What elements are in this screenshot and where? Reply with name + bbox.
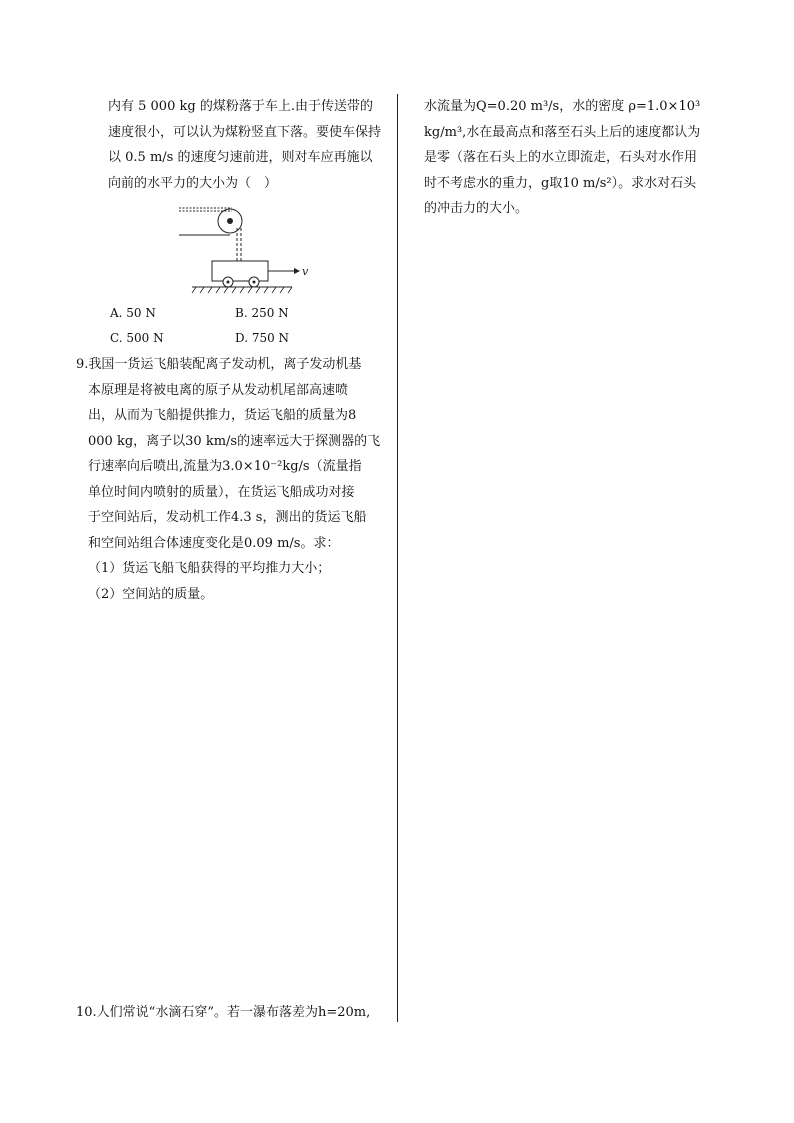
option-d: D. 750 N [235,331,290,345]
q9-sub-1: （1）货运飞船飞船获得的平均推力大小； [88,561,331,576]
q9-line-8: 和空间站组合体速度变化是0.09 m/s。求： [88,535,340,551]
column-divider [397,94,398,1022]
option-a: A. 50 N [110,306,156,320]
q10-line-5: 时不考虑水的重力，g取10 m/s²）。求水对石头 [424,175,697,191]
q10-line-6: 的冲击力的大小。 [424,201,529,216]
q8-options [72,302,390,352]
option-b: B. 250 N [235,306,289,320]
q8-line-1: 内有 5 000 kg 的煤粉落于车上.由于传送带的 [108,99,373,114]
right-column [424,94,724,222]
conveyor-cart-figure [72,198,390,298]
q8-line-3: 以 0.5 m/s 的速度匀速前进，则对车应再施以 [108,150,373,165]
q9-line-2: 本原理是将被电离的原子从发动机尾部高速喷 [88,382,349,398]
q10-line-3: kg/m³,水在最高点和落至石头上后的速度都认为 [424,124,701,140]
q9-line-1: 9.我国一货运飞船装配离子发动机，离子发动机基 [76,357,362,372]
conveyor-cart-diagram [72,198,390,298]
q9-line-6: 单位时间内喷射的质量），在货运飞船成功对接 [88,484,355,500]
q9-line-5: 行速率向后喷出,流量为3.0×10⁻²kg/s（流量指 [88,459,362,474]
q8-line-4: 向前的水平力的大小为（ ） [108,175,278,191]
q10-line-2: 水流量为Q=0.20 m³/s，水的密度 ρ=1.0×10³ [424,99,701,114]
q9-line-4: 000 kg，离子以30 km/s的速率远大于探测器的飞 [88,433,381,449]
q9-sub-2: （2）空间站的质量。 [88,586,214,602]
q10-first-line: 10.人们常说“水滴石穿”。若一瀑布落差为h=20m, [76,1005,371,1020]
q10-line-4: 是零（落在石头上的水立即流走，石头对水作用 [424,150,698,165]
q8-line-2: 速度很小，可以认为煤粉竖直下落。要使车保持 [108,124,382,140]
left-column [72,94,390,607]
velocity-label: v [302,265,309,278]
q9-line-7: 于空间站后，发动机工作4.3 s，测出的货运飞船 [88,510,367,525]
q9-line-3: 出，从而为飞船提供推力，货运飞船的质量为8 [88,408,357,423]
option-c: C. 500 N [110,331,164,345]
